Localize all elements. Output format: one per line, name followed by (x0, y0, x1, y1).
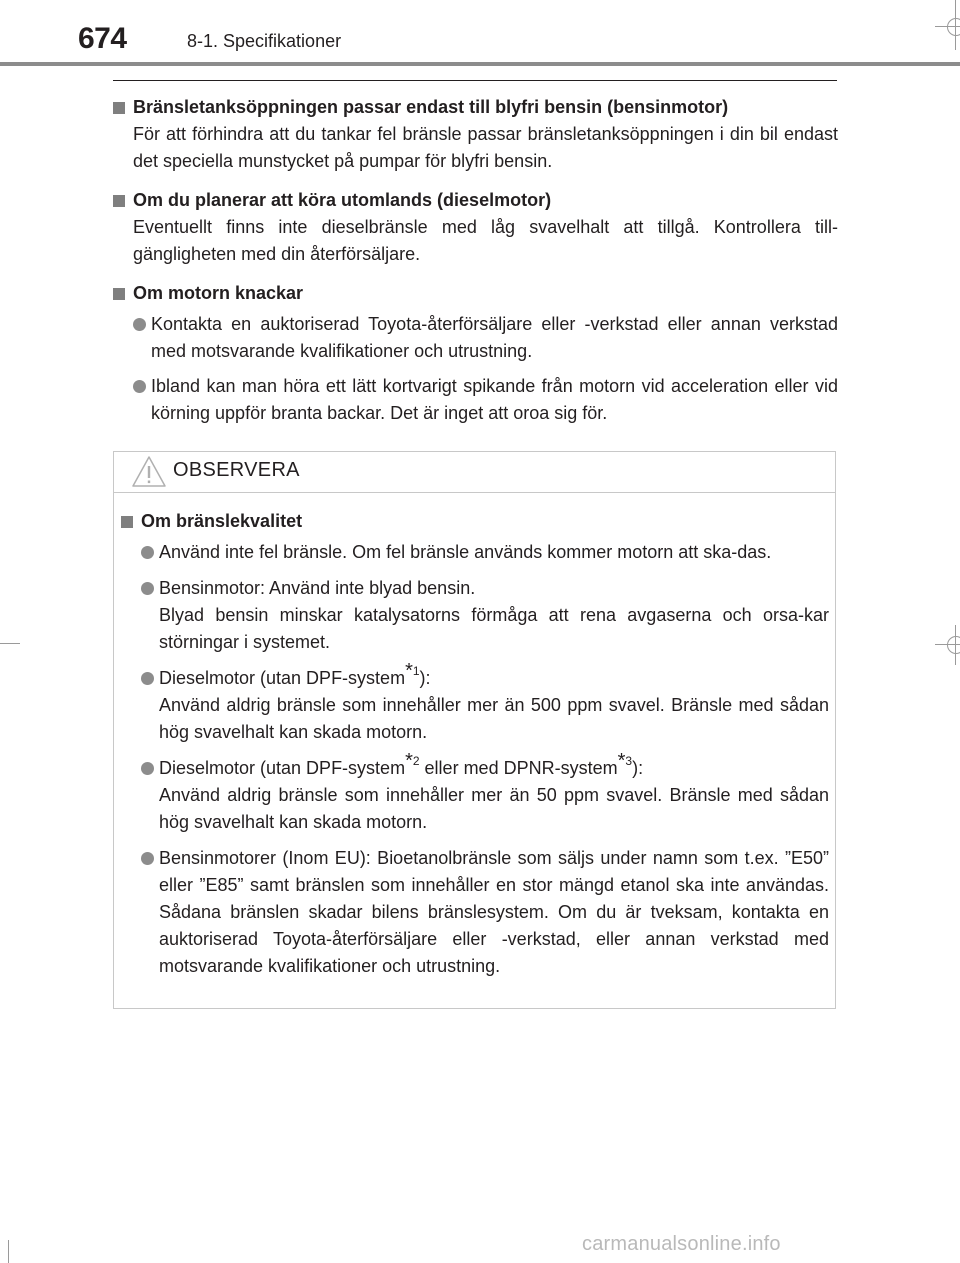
section-knocking (113, 280, 838, 427)
square-bullet-icon (113, 288, 125, 300)
crop-circle-mid-right (947, 636, 960, 654)
list-item: Kontakta en auktoriserad Toyota-återförsäljare eller -verkstad eller annan verkstad med motsvarande kvalifikationer och utrustning. (113, 311, 838, 365)
section-body: Eventuellt finns inte dieselbränsle med låg svavelhalt att tillgå. Kontrollera till-gängligheten med din återförsäljare. (133, 217, 838, 264)
list-item: Dieselmotor (utan DPF-system$^{*1}$): Använd aldrig bränsle som innehåller mer än 500 ppm svavel. Bränsle med sådan hög svavelhalt kan skada motorn. (121, 665, 829, 746)
notice-heading: Om bränslekvalitet (121, 508, 829, 535)
main-content (113, 94, 838, 439)
list-item: Ibland kan man höra ett lätt kortvarigt spikande från motorn vid acceleration eller vid körning uppför branta backar. Det är inget att oroa sig för. (113, 373, 838, 427)
header-rule (0, 62, 960, 66)
circle-bullet-icon (133, 380, 146, 393)
notice-box (113, 451, 836, 1009)
circle-bullet-icon (141, 672, 154, 685)
notice-title: OBSERVERA (173, 459, 300, 481)
circle-bullet-icon (133, 318, 146, 331)
warning-triangle-icon (131, 455, 167, 489)
circle-bullet-icon (141, 546, 154, 559)
list-item: Använd inte fel bränsle. Om fel bränsle används kommer motorn att ska-das. (121, 539, 829, 566)
square-bullet-icon (121, 516, 133, 528)
section-body: För att förhindra att du tankar fel bränsle passar bränsletanksöppningen i din bil endast det speciella munstycket på pumpar för blyfri bensin. (133, 124, 838, 171)
notice-header (114, 452, 835, 493)
circle-bullet-icon (141, 852, 154, 865)
section-heading: Om du planerar att köra utomlands (dieselmotor) (113, 187, 838, 214)
circle-bullet-icon (141, 582, 154, 595)
section-abroad (113, 187, 838, 268)
section-title: 8-1. Specifikationer (187, 31, 342, 51)
crop-circle-top-right (947, 18, 960, 36)
circle-bullet-icon (141, 762, 154, 775)
square-bullet-icon (113, 102, 125, 114)
list-item: Dieselmotor (utan DPF-system$^{*2}$ eller med DPNR-system$^{*3}$): Använd aldrig bränsle som innehåller mer än 50 ppm svavel. Bränsle med sådan hög svavelhalt kan skada motorn. (121, 755, 829, 836)
watermark: carmanualsonline.info (582, 1233, 781, 1255)
crop-mark-mid-left (0, 643, 20, 644)
list-item: Bensinmotorer (Inom EU): Bioetanolbränsle som säljs under namn som t.ex. ”E50” eller ”E85” samt bränslen som innehåller en stor mängd etanol ska inte användas. Sådana bränslen skadar bilens bränslesystem. Om du är tveksam, kontakta en auktoriserad Toyota-återförsäljare eller -verkstad, eller annan verkstad med motsvarande kvalifikationer och utrustning. (121, 845, 829, 980)
crop-mark-bottom-left (8, 1240, 9, 1263)
section-fuel-tank (113, 94, 838, 175)
notice-body (121, 508, 829, 980)
page-number: 674 (78, 22, 127, 55)
list-item: Bensinmotor: Använd inte blyad bensin. Blyad bensin minskar katalysatorns förmåga att rena avgaserna och orsa-kar störningar i systemet. (121, 575, 829, 656)
content-top-rule (113, 80, 837, 81)
section-heading: Bränsletanksöppningen passar endast till blyfri bensin (bensinmotor) (113, 94, 838, 121)
section-heading: Om motorn knackar (113, 280, 838, 307)
square-bullet-icon (113, 195, 125, 207)
